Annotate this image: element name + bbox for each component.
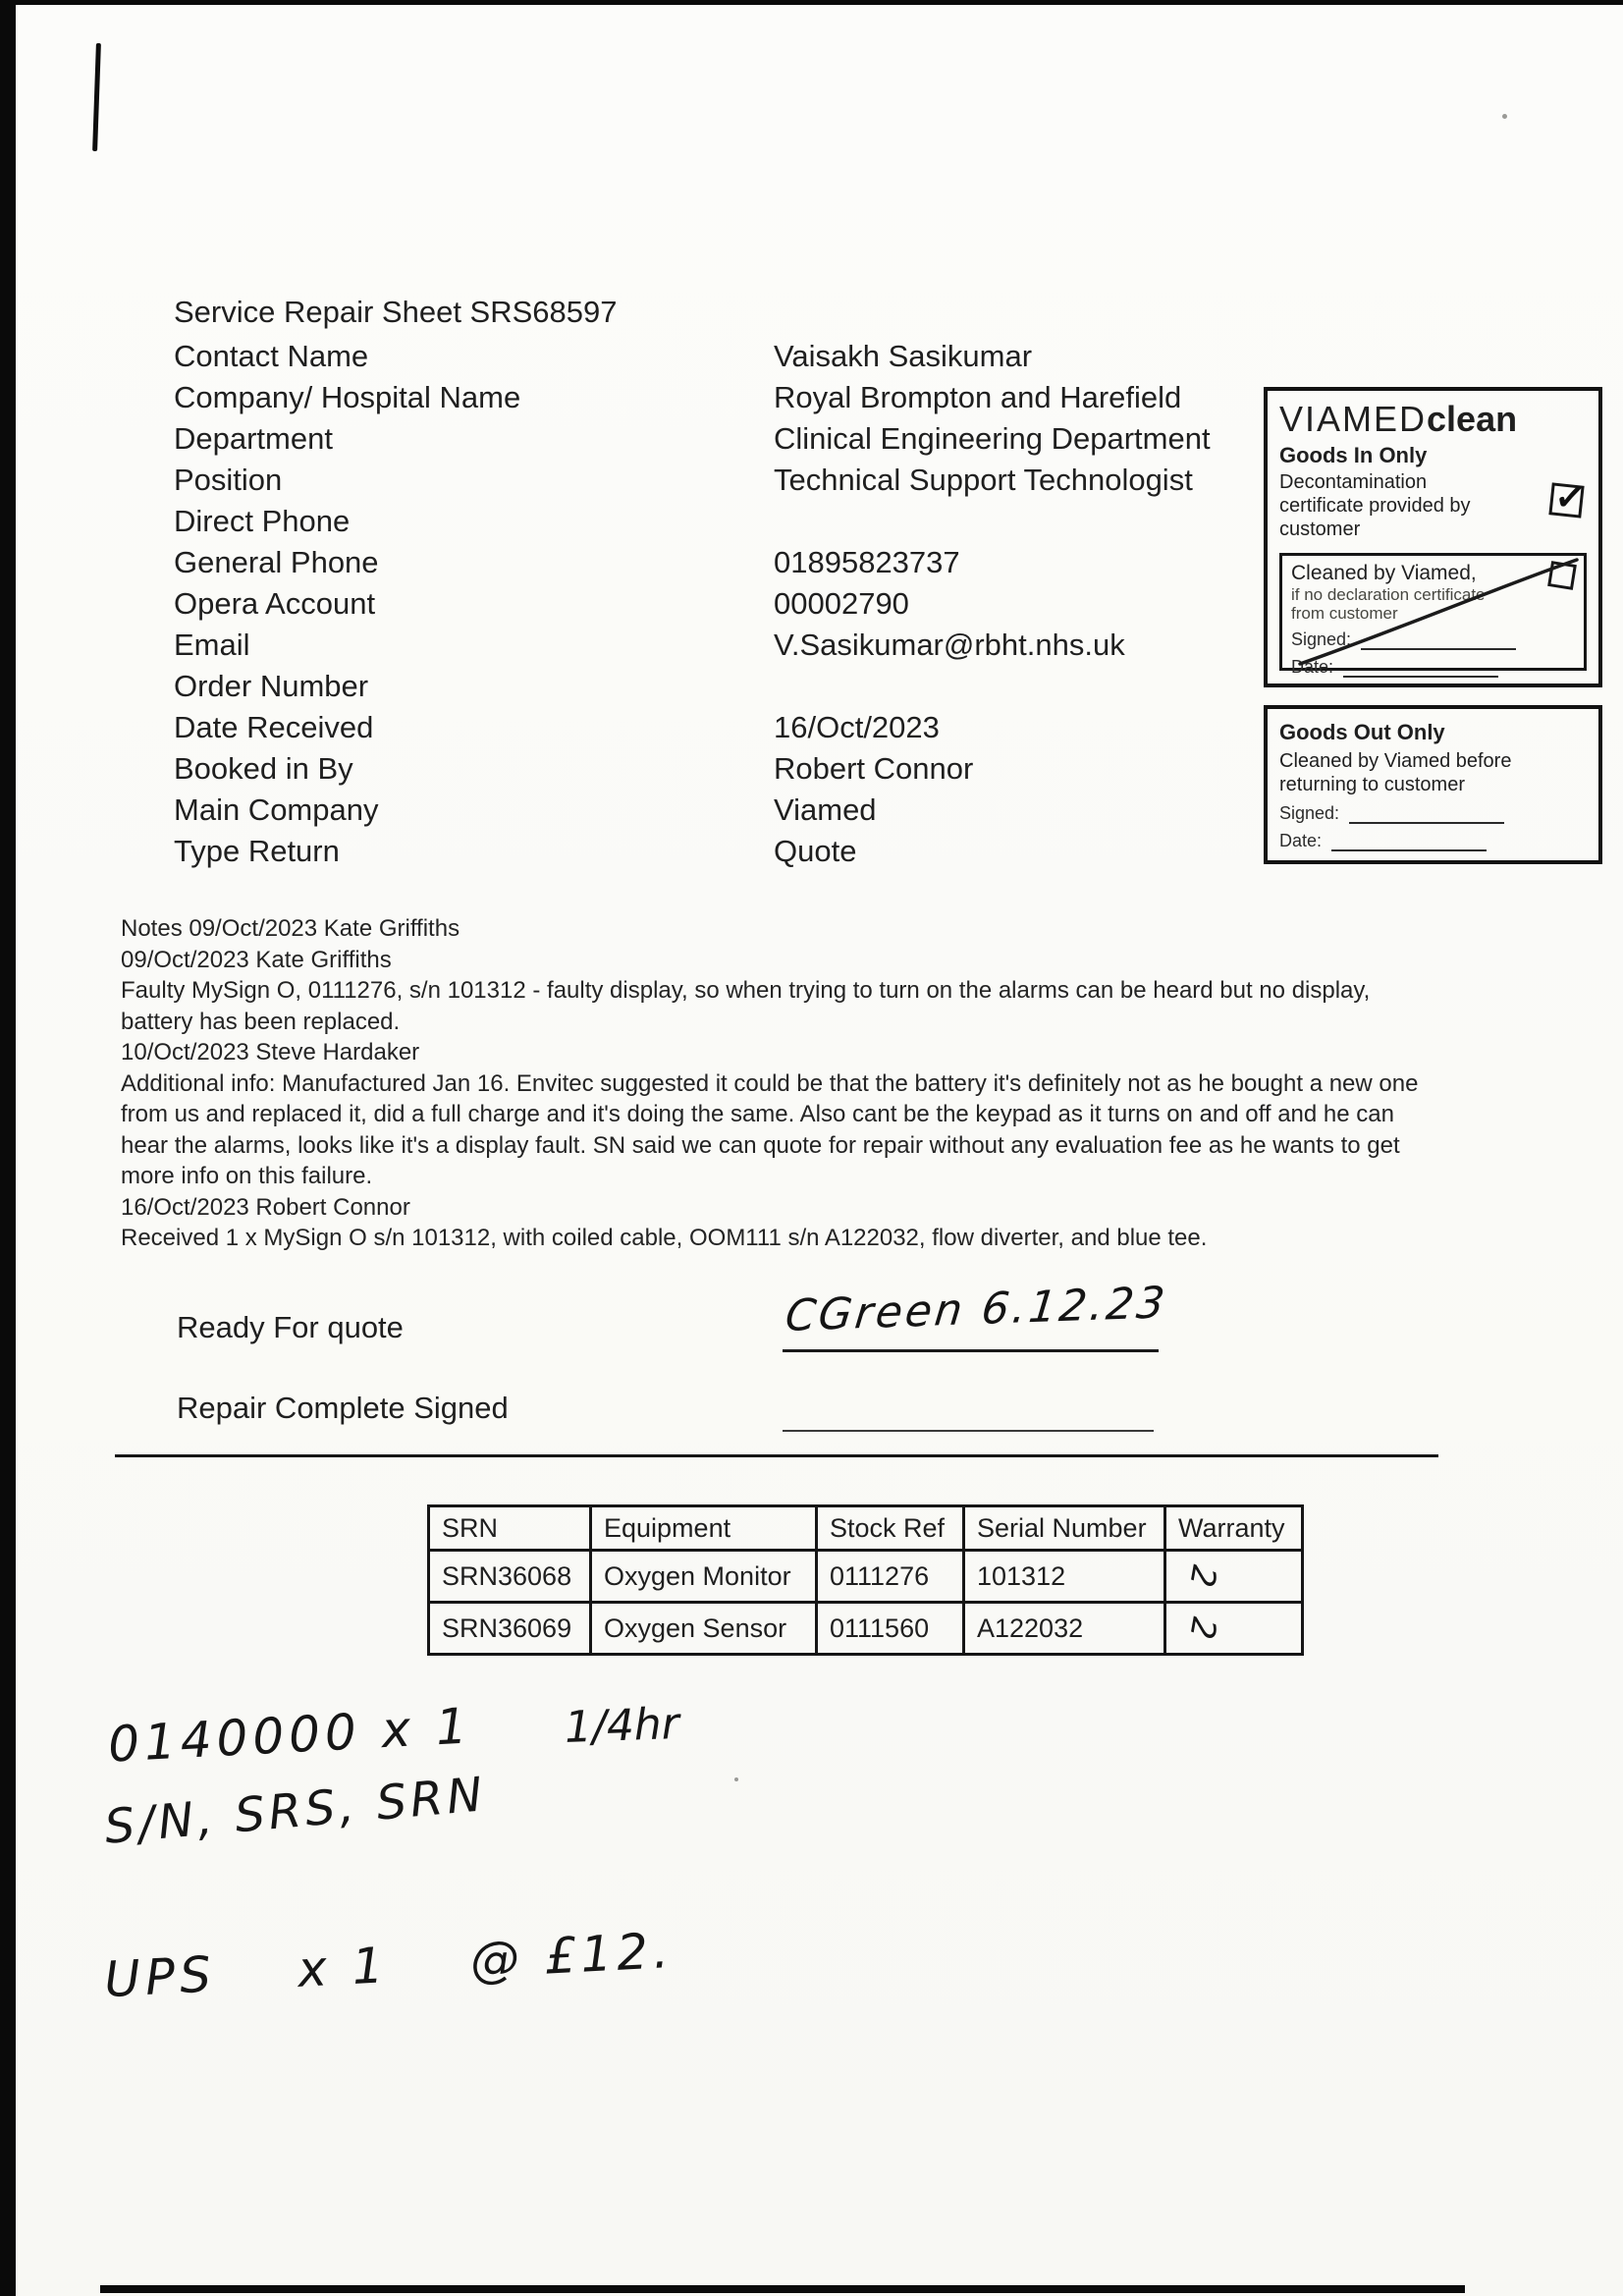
signed-label: Signed: (1291, 629, 1352, 649)
goods-out-box (1264, 705, 1602, 864)
date-row (1291, 657, 1575, 678)
note-line: Notes 09/Oct/2023 Kate Griffiths (121, 915, 460, 942)
cell-equipment: Oxygen Sensor (591, 1603, 817, 1655)
scan-edge-left (0, 0, 16, 2296)
field-label: Booked in By (174, 751, 353, 786)
signed-row (1279, 803, 1587, 824)
signed-line (1361, 632, 1516, 650)
note-line: from us and replaced it, did a full charge and it's doing the same. Also cant be the keypad as it turns on and off and he can (121, 1101, 1394, 1127)
field-value: Vaisakh Sasikumar (774, 339, 1033, 373)
cleaned-by-viamed-checkbox (1547, 561, 1577, 590)
field-row (174, 666, 1211, 707)
brand-viamed: VIAMED (1279, 399, 1428, 439)
col-header-warranty: Warranty (1165, 1506, 1303, 1551)
scan-speck (1502, 114, 1507, 119)
field-label: Department (174, 421, 333, 456)
decontamination-text: Decontamination certificate provided by customer (1279, 471, 1471, 540)
pen-mark (92, 43, 101, 151)
decontamination-row (1279, 468, 1587, 541)
handwritten-note-quarter-hr: 1/4hr (564, 1698, 680, 1754)
field-label: Type Return (174, 834, 340, 868)
field-label: Direct Phone (174, 504, 351, 538)
note-line: 10/Oct/2023 Steve Hardaker (121, 1039, 420, 1066)
table-row (429, 1551, 1303, 1603)
field-label: Position (174, 463, 283, 497)
date-label: Date: (1291, 657, 1334, 677)
date-line (1331, 834, 1487, 851)
field-value: Quote (774, 834, 857, 868)
note-line: more info on this failure. (121, 1163, 373, 1189)
field-label: Contact Name (174, 339, 369, 373)
handwritten-note-sn-srs-srn: S/N, SRS, SRN (102, 1767, 489, 1855)
field-label: Email (174, 628, 250, 662)
field-label: Order Number (174, 669, 369, 703)
scan-edge-top (0, 0, 1623, 5)
field-row (174, 625, 1211, 666)
field-value: V.Sasikumar@rbht.nhs.uk (774, 628, 1125, 662)
scan-edge-bottom (100, 2285, 1465, 2293)
field-row (174, 831, 1211, 872)
repair-complete-signature-line (783, 1430, 1154, 1432)
scan-speck (734, 1777, 738, 1781)
signed-row (1291, 629, 1575, 650)
goods-in-title: Goods In Only (1279, 443, 1428, 467)
date-label: Date: (1279, 831, 1323, 850)
field-label: General Phone (174, 545, 379, 579)
signed-line (1349, 806, 1504, 824)
viamedclean-logo (1279, 399, 1587, 440)
cell-serial-number: A122032 (964, 1603, 1165, 1655)
field-row (174, 707, 1211, 748)
field-row (174, 418, 1211, 460)
field-value: Robert Connor (774, 751, 974, 786)
note-line: Received 1 x MySign O s/n 101312, with coiled cable, OOM111 s/n A122032, flow diverter, and blue tee. (121, 1225, 1208, 1251)
handwritten-note-code: 0140000 x 1 (106, 1697, 474, 1774)
table-row (429, 1603, 1303, 1655)
field-row (174, 336, 1211, 377)
fields-block (174, 336, 1211, 872)
cleaned-by-viamed-subtext: if no declaration certificate from customer (1291, 585, 1486, 623)
col-header-serial-number: Serial Number (964, 1506, 1165, 1551)
col-header-srn: SRN (429, 1506, 591, 1551)
note-line: battery has been replaced. (121, 1008, 401, 1035)
ready-for-quote-label: Ready For quote (177, 1310, 404, 1344)
handwritten-warranty-mark: 2 (1181, 1561, 1224, 1591)
note-line: hear the alarms, looks like it's a display fault. SN said we can quote for repair without any evaluation fee as he wants to get (121, 1131, 1400, 1159)
field-value: Clinical Engineering Department (774, 421, 1211, 456)
cell-stock-ref: 0111276 (817, 1551, 964, 1603)
goods-out-title: Goods Out Only (1279, 720, 1445, 744)
cell-stock-ref: 0111560 (817, 1603, 964, 1655)
note-line: Faulty MySign O, 0111276, s/n 101312 - faulty display, so when trying to turn on the alarms can be heard but no display, (121, 977, 1371, 1004)
field-value: Technical Support Technologist (774, 463, 1193, 497)
handwritten-warranty-mark: 2 (1181, 1613, 1224, 1643)
signature-underline (783, 1349, 1159, 1352)
notes-block (121, 913, 1418, 1254)
field-value: Viamed (774, 793, 877, 827)
field-row (174, 460, 1211, 501)
field-value: 01895823737 (774, 545, 960, 579)
cell-warranty (1165, 1603, 1303, 1655)
field-value: 16/Oct/2023 (774, 710, 940, 744)
cell-srn: SRN36068 (429, 1551, 591, 1603)
field-value: 00002790 (774, 586, 909, 621)
handwritten-note-ups: UPS x 1 @ £12. (102, 1921, 676, 2009)
field-value: Royal Brompton and Harefield (774, 380, 1182, 414)
cell-equipment: Oxygen Monitor (591, 1551, 817, 1603)
field-label: Opera Account (174, 586, 376, 621)
field-label: Company/ Hospital Name (174, 380, 521, 414)
date-line (1343, 660, 1498, 678)
note-line: Additional info: Manufactured Jan 16. Envitec suggested it could be that the battery it's definitely not as he bought a new one (121, 1069, 1419, 1097)
cell-warranty (1165, 1551, 1303, 1603)
brand-clean: clean (1427, 399, 1518, 439)
signed-label: Signed: (1279, 803, 1340, 823)
field-row (174, 790, 1211, 831)
decontamination-checkbox (1548, 475, 1589, 520)
field-label: Date Received (174, 710, 374, 744)
field-label: Main Company (174, 793, 379, 827)
repair-complete-label: Repair Complete Signed (177, 1391, 509, 1425)
cleaned-by-viamed-box (1279, 553, 1587, 677)
ready-for-quote-signature: CGreen 6.12.23 (783, 1278, 1170, 1341)
field-row (174, 501, 1211, 542)
viamedclean-goods-in-box (1264, 387, 1602, 687)
col-header-equipment: Equipment (591, 1506, 817, 1551)
document-title: Service Repair Sheet SRS68597 (174, 295, 618, 329)
table-header-row (429, 1506, 1303, 1551)
note-line: 09/Oct/2023 Kate Griffiths (121, 946, 392, 973)
field-row (174, 377, 1211, 418)
check-mark-icon: ✓ (1552, 475, 1589, 520)
date-row (1279, 831, 1587, 851)
col-header-stock-ref: Stock Ref (817, 1506, 964, 1551)
goods-out-text: Cleaned by Viamed before returning to customer (1279, 750, 1512, 795)
note-line: 16/Oct/2023 Robert Connor (121, 1193, 410, 1221)
equipment-table (427, 1504, 1304, 1656)
cell-serial-number: 101312 (964, 1551, 1165, 1603)
cell-srn: SRN36069 (429, 1603, 591, 1655)
field-row (174, 583, 1211, 625)
field-row (174, 748, 1211, 790)
field-row (174, 542, 1211, 583)
cleaned-by-viamed-title: Cleaned by Viamed, (1291, 562, 1477, 584)
section-divider (115, 1454, 1438, 1457)
